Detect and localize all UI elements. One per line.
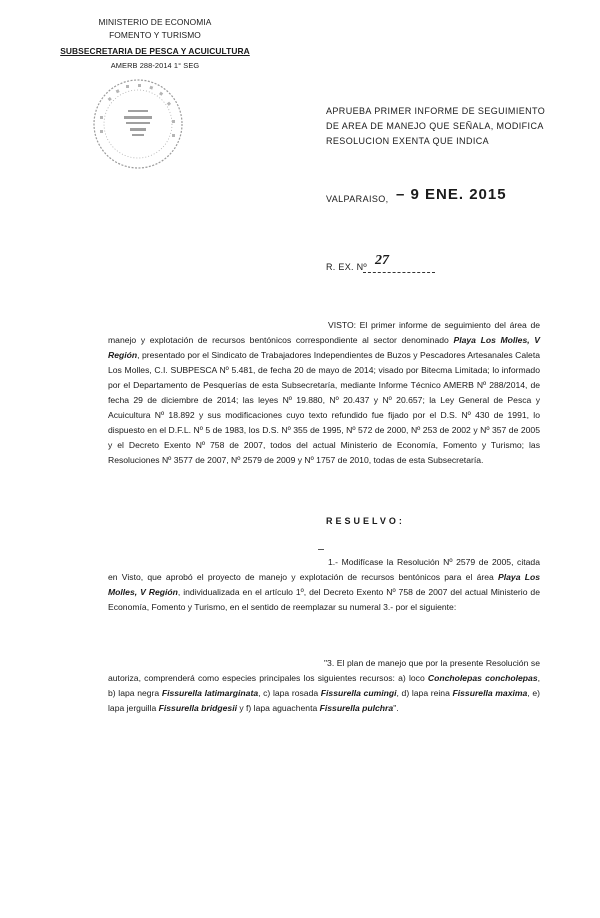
place-label: VALPARAISO, bbox=[326, 194, 389, 204]
visto-label: VISTO: bbox=[328, 320, 357, 330]
quote-text-4: , d) lapa reina bbox=[396, 688, 453, 698]
species-bridgesii: Fissurella bridgesii bbox=[158, 703, 237, 713]
quote-text-2: , b) lapa negra bbox=[108, 673, 540, 698]
quote-text-1: "3. El plan de manejo que por la presente Resolución se autoriza, comprenderá como especies principales los siguientes recursos: a) loco bbox=[108, 658, 540, 683]
resuelvo-heading: RESUELVO: bbox=[326, 516, 405, 526]
resolution-number-label: R. EX. Nº bbox=[326, 262, 367, 272]
visto-text-2: , presentado por el Sindicato de Trabajadores Independientes de Buzos y Pescadores Artesanales Caleta Los Molles, C.I. SUBPESCA Nº 5.481, de fecha 20 de mayo de 2014; visado por Bitecma Limitada; lo informado por el Departamento de Pesquerías de esta Subsecretaría, mediante Informe Técnico AMERB Nº 288/2014, de fecha 29 de diciembre de 2014; las leyes Nº 19.880, Nº 20.437 y Nº 20.657; la Ley General de Pesca y Acuicultura Nº 18.892 y sus modificaciones cuyo texto refundido fue fijado por el D.S. Nº 430 de 1991, lo dispuesto en el D.F.L. Nº 5 de 1983, los D.S. Nº 355 de 1995, Nº 572 de 2000, Nº 253 de 2002 y Nº 357 de 2005 y el Decreto Exento Nº 758 de 2007, todos del actual Ministerio de Economía, Fomento y Turismo; las Resoluciones Nº 3577 de 2007, Nº 2579 de 2009 y Nº 1757 de 2010, todas de esta Subsecretaría. bbox=[108, 350, 540, 465]
article-1-place: Playa Los Molles, V Región bbox=[108, 572, 540, 597]
quote-text-7: ". bbox=[393, 703, 399, 713]
header-ministry: MINISTERIO DE ECONOMIA bbox=[98, 17, 212, 27]
header-subsecretaria: SUBSECRETARIA DE PESCA Y ACUICULTURA bbox=[60, 46, 250, 56]
species-maxima: Fissurella maxima bbox=[452, 688, 528, 698]
visto-paragraph bbox=[108, 318, 540, 468]
species-concholepas: Concholepas concholepas bbox=[427, 673, 538, 683]
article-mark bbox=[318, 549, 324, 550]
species-cumingi: Fissurella cumingi bbox=[320, 688, 397, 698]
resolution-date: – 9 ENE. 2015 bbox=[396, 186, 507, 203]
species-latimarginata: Fissurella latimarginata bbox=[161, 688, 259, 698]
quote-text-3: , c) lapa rosada bbox=[258, 688, 321, 698]
article-1-text-2: , individualizada en el artículo 1º, del Decreto Exento Nº 758 de 2007 del actual Ministerio de Economía, Fomento y Turismo, en el sentido de reemplazar su numeral 3.- por el siguiente: bbox=[108, 587, 540, 612]
quote-text-6: y f) lapa aguachenta bbox=[236, 703, 320, 713]
visto-place: Playa Los Molles, V Región bbox=[108, 335, 541, 360]
species-pulchra: Fissurella pulchra bbox=[319, 703, 394, 713]
seal-stamp-icon bbox=[90, 76, 186, 172]
article-1-text-1: 1.- Modifícase la Resolución Nº 2579 de 2005, citada en Visto, que aprobó el proyecto de manejo y explotación de recursos bentónicos para el área bbox=[108, 557, 540, 582]
article-1-paragraph bbox=[108, 555, 540, 615]
quote-text-5: , e) lapa jerguilla bbox=[108, 688, 540, 713]
visto-text-1: El primer informe de seguimiento del área de manejo y explotación de recursos bentónicos correspondiente al sector denominado bbox=[108, 320, 540, 345]
numeral-3-paragraph bbox=[108, 656, 540, 716]
resolution-number-line bbox=[363, 272, 435, 273]
header-reference: AMERB 288-2014 1° SEG bbox=[110, 61, 200, 70]
resolution-number: 27 bbox=[375, 253, 389, 268]
resolution-subject: APRUEBA PRIMER INFORME DE SEGUIMIENTO DE AREA DE MANEJO QUE SEÑALA, MODIFICA RESOLUCION EXENTA QUE INDICA bbox=[326, 106, 546, 146]
header-ministry-sub: FOMENTO Y TURISMO bbox=[109, 30, 201, 40]
